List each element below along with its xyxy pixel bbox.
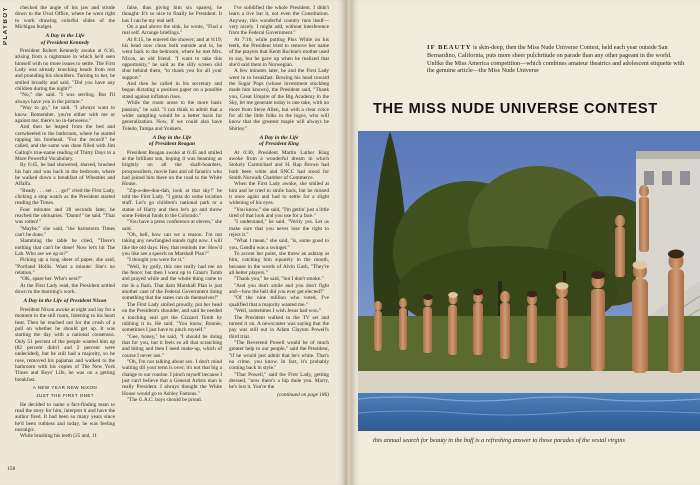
body-paragraph: He decided to name a fact-finding team to read the story for him, interpret it and have the author fired. It had been so many years since he'd been ruthless and today, he was feeling nostalgic. xyxy=(15,401,115,433)
body-paragraph: "What I mean," she said, "is, some good to you, Gandhi was a swinger." xyxy=(229,238,329,251)
continued-note: (continued on page 186) xyxy=(277,391,329,398)
body-paragraph: At 7:10, while putting Plus White on his teeth, the President tried to remove her name of the prayers that Kentt Rockne's mother used to say, but he gave up when he realized that she'd said them in Norwegian. xyxy=(229,36,329,69)
body-paragraph: "No," she said. "I was sterling. But I'll always have you in the picture." xyxy=(15,92,115,105)
section-heading xyxy=(15,33,115,46)
headline-snippet: JUST THE FIRST ONE? xyxy=(36,393,94,399)
body-paragraph: "Well, sometimes I wish Jesus had won." xyxy=(234,308,322,315)
body-paragraph: While the room arose to the more basic passion," he said. "I can think to admit that a wider sampling would be a better basis for generalization. Now, if we could also have Toledo, Tampa and Yonkers. xyxy=(122,100,222,132)
body-paragraph: "Ready . . . set . . . go!" cried the First Lady, clicking a stop watch as the President started reading the Times. xyxy=(15,187,115,207)
body-paragraph: "Maybe," she said, "the barnstorm Times can't be done." xyxy=(15,225,115,239)
body-paragraph: "OK, spare her. Who's next?" xyxy=(20,276,83,283)
section-heading-line: of President King xyxy=(259,141,299,148)
body-paragraph: The First Lady smiled proudly, put her head on the President's shoulder, and said he needed a touching seal got the Gizzard Tomb by rubbing it in. He said, "You know, Bonnie, sometimes I just have to pinch myself." xyxy=(122,301,222,334)
section-heading-line: A Day in the Life xyxy=(152,134,192,141)
body-paragraph: "And you don't smile and you don't fight and—how the hell did you ever get elected?" xyxy=(229,282,329,296)
body-paragraph: "You have a press conference at eleven," she said. xyxy=(122,219,222,232)
text-column-2 xyxy=(122,5,222,403)
body-paragraph: "The G.A.C. boys should be proud. xyxy=(127,396,202,403)
body-paragraph: At the First Lady read, the President settled down to the morning's work. xyxy=(15,282,115,296)
magazine-name-vertical: PLAYBOY xyxy=(3,6,9,45)
body-paragraph: While brushing his teeth (25 and, 11 xyxy=(20,433,98,440)
left-page xyxy=(0,0,346,485)
body-paragraph: And then he called in his secretary and began dictating a position paper on a possible stand against inflation rises. xyxy=(122,81,222,100)
body-paragraph: Four minutes and 38 seconds later, he reached the obituaries. "Damn!" he said. "That was rotten!" xyxy=(15,206,115,226)
body-paragraph: To accent her point, she threw an ashtray at him, catching him squarely in the mouth, because in the words of Alvin Gash, "They're all better players." xyxy=(229,251,329,277)
body-paragraph: I've solidified the whole President. I didn't learn a live bar it, not even the Constitution. Anyway, this wonderful country runs itself—very nicely. I might add, without interference from the Federal Government." xyxy=(229,5,329,37)
intro-lead-in: IF BEAUTY xyxy=(427,44,472,51)
body-paragraph: Picking up a long sheet of paper, she said, "Portland Hollis. Want a minute: She's no relation." xyxy=(15,257,115,277)
body-paragraph: "The Reverend Powell would be of much greater help to our people," said the President, "if he would just admit that he's white. That's no crime, you know. In fact, it's probably coming back in style." xyxy=(229,339,329,372)
text-column-3 xyxy=(229,5,329,398)
body-paragraph: President Robert Kennedy awoke at 6:30, arising from a nightmare in which he'd seen himself with no more issues to settle. The First Lady was already knocking heads from rest and pounding his shoulders. Turning to her, he smiled broadly and said, "Did you have any children during the night?" xyxy=(15,48,115,93)
body-paragraph: "Way to go," he said. "I always want to know. Remember, you're either with me or against me; there's no in-betweens." xyxy=(15,105,115,124)
body-paragraph: On a pad above the sink, he wrote, "Find a real self. Arrange briefings." xyxy=(122,24,222,37)
body-paragraph: At 6:30, President Martin Luther King awoke from a wonderful dream in which Stokely Carmichael and H. Rap Brown had both been white and SNCC had stood for Smith Norwalk Chamber of Commerce. xyxy=(229,149,329,181)
body-paragraph: "Zip-a-dee-doo-dah, look at that sky!" he told the First Lady. "I gotta do some location stuff. Let's go children's national park or a statue of Harry and then let's go and throw some Federal funds to the Colorado." xyxy=(122,187,222,219)
page-number: 158 xyxy=(7,466,16,472)
body-paragraph: When the First Lady awoke, she smiled at him and he tried to smile back, but he missed it once again and had to settle for a slight widening of his eyes. xyxy=(229,181,329,207)
body-paragraph: "That Powell," said the First Lady, getting dressed, "now there's a hip dude you. Marry, he's lost it. You're the xyxy=(229,371,329,391)
section-heading xyxy=(229,135,329,148)
section-heading xyxy=(15,298,115,304)
body-paragraph: President Nixon awoke at eight and lay for a moment in the still room, listening to his heart beat. Then he reached out for the crush of a pull on whether he should get up. It was starting the day with a national consensus. Only 51 percent of the people wanted him up (82 percent didn't and 2 percent were undecided), but he still had a majority, so he rose, removed his pajamas and walked to the bathroom with his copies of The New York Times and Boys' Life, he was on a getting breakfast. xyxy=(15,306,115,383)
intro-body: is skin-deep, then the Miss Nude Universe Contest, held each year outside San Bernardino, California, puts more sheer pulchritude on parade than any other pageant in the world. Unlike the Miss America competition—which combines amateur theatrics and adolescent etiquette with the genuine article—the Miss Nude Universe xyxy=(427,44,685,75)
body-paragraph: false, thus giving him six spares), he thought: It's so nice to finally be President. It has I can be my real self. xyxy=(122,5,222,24)
body-paragraph: "Oh, I'm not talking about sex. I don't mind waiting till your term is over; it's not that big a change to our routine. I pinch myself because I just can't believe that a General Artists man is really President. I always thought the White House would go to Ashley Famous." xyxy=(122,358,222,397)
section-heading-line: A Day in the Life xyxy=(45,33,85,40)
body-paragraph: "I thought you were for it." xyxy=(127,257,185,264)
body-paragraph: checked the angle of his jaw and strode down to the Oval Office, where he went right to work drawing colorful slides of the Michigan budget. xyxy=(15,5,115,31)
section-heading-line: A Day in the Life of President Nixon xyxy=(23,298,107,305)
body-paragraph: "You know," she said, "I'm gettin' just a little tired of that look and you use for a face." xyxy=(229,206,329,219)
article-title: THE MISS NUDE UNIVERSE CONTEST xyxy=(373,101,658,117)
body-paragraph: At 8:15, he entered the shower; and at 8:19, his head now clean both outside and in, he went back to the bedroom, where he met Mrs. Nixon, an old friend. "I want to take this opportunity," he said as the silly screen slid shut behind them, "to thank you for all your support." xyxy=(122,36,222,81)
body-paragraph: "I understand," he said. "Verily yes. Let us make sure that you never lose the right to reject it." xyxy=(229,219,329,239)
section-heading-line: A Day in the Life xyxy=(259,134,299,141)
body-paragraph: "Gee, honey," he said, "I should be doing that for you, but it feels so all that scratching and biting and then I need make-up, which of course I never use." xyxy=(122,333,222,359)
pageant-photo xyxy=(358,131,700,431)
photo-caption: this annual search for beauty in the buff is a refreshing answer to those parades of the vestal virgins xyxy=(373,437,625,444)
section-heading-line: of President Reagan xyxy=(148,141,196,148)
body-paragraph: "Of the nine million who voted, I've qualified that a majority wanted me." xyxy=(229,295,329,308)
body-paragraph: "Thank you," he said, "but I don't smoke." xyxy=(234,276,324,283)
body-paragraph: President Reagan awoke at 6:45 and smiled at the brilliant sun, hoping it was beaming as brightly on all the shaft-hoarders, prosponsibers, movie fans and oil fanatics who had joined him there on the road to the White House. xyxy=(122,149,222,188)
body-paragraph: The President walked to the TV set and turned it on. A newscaster was saying that the pay was still out in Adam Clayton Powell's third trial. xyxy=(229,314,329,340)
section-heading-line: of President Kennedy xyxy=(40,39,90,46)
body-paragraph: Slamming the table he cried, "There's nothing that can't be done! Now let's hit The Lab. Who are we up to?" xyxy=(15,238,115,258)
text-column-1 xyxy=(15,5,115,440)
body-paragraph: "Oh, hell, how can we a reason. I'm not taking any newfangled stands right now. I will like the old days. Hey, that reminds me: How'd you like see a speech on Marshall Plan?" xyxy=(122,232,222,258)
body-paragraph: And then he leaped from the bed and cartwheeled to the bathroom, where he started rapping his forehead. "For the record!" he called, and the same was done filled with Jim Gallup's true-name reading of Thirty Days to a More Powerful Vocabulary. xyxy=(15,124,115,162)
headline-snippet: A NEW YEAR NEW NIXON xyxy=(32,384,98,390)
section-heading xyxy=(122,135,222,148)
body-paragraph: "Well, by golly, this one really had me on the fence; but then I went up to Grant's Tomb and prayed while and the whole thing came to me in a flash. That darn Marshall Plan is just another case of the Federal Government doing something that the states can do themselves!" xyxy=(122,263,222,302)
intro-paragraph xyxy=(427,44,689,75)
body-paragraph: By 6:45, he had showered, shaved, brushed his hair and was back in the bedroom, where he walked down a breakfast of Wheaties and Alfalfa. xyxy=(15,162,115,188)
body-paragraph: A few minutes later, he and the First Lady went in to breakfast. Bowing his head toward the Sugar Pops (whose investment stockbeg made him known), the President said, "Thank you, Great Umpire of the Big Academy in the Sky, let me generate today is one take, with no more from Steve Allen, but with a clear voice for all the little folks in the logos, who will know that the greatest maple will always be Shirley." xyxy=(229,68,329,132)
